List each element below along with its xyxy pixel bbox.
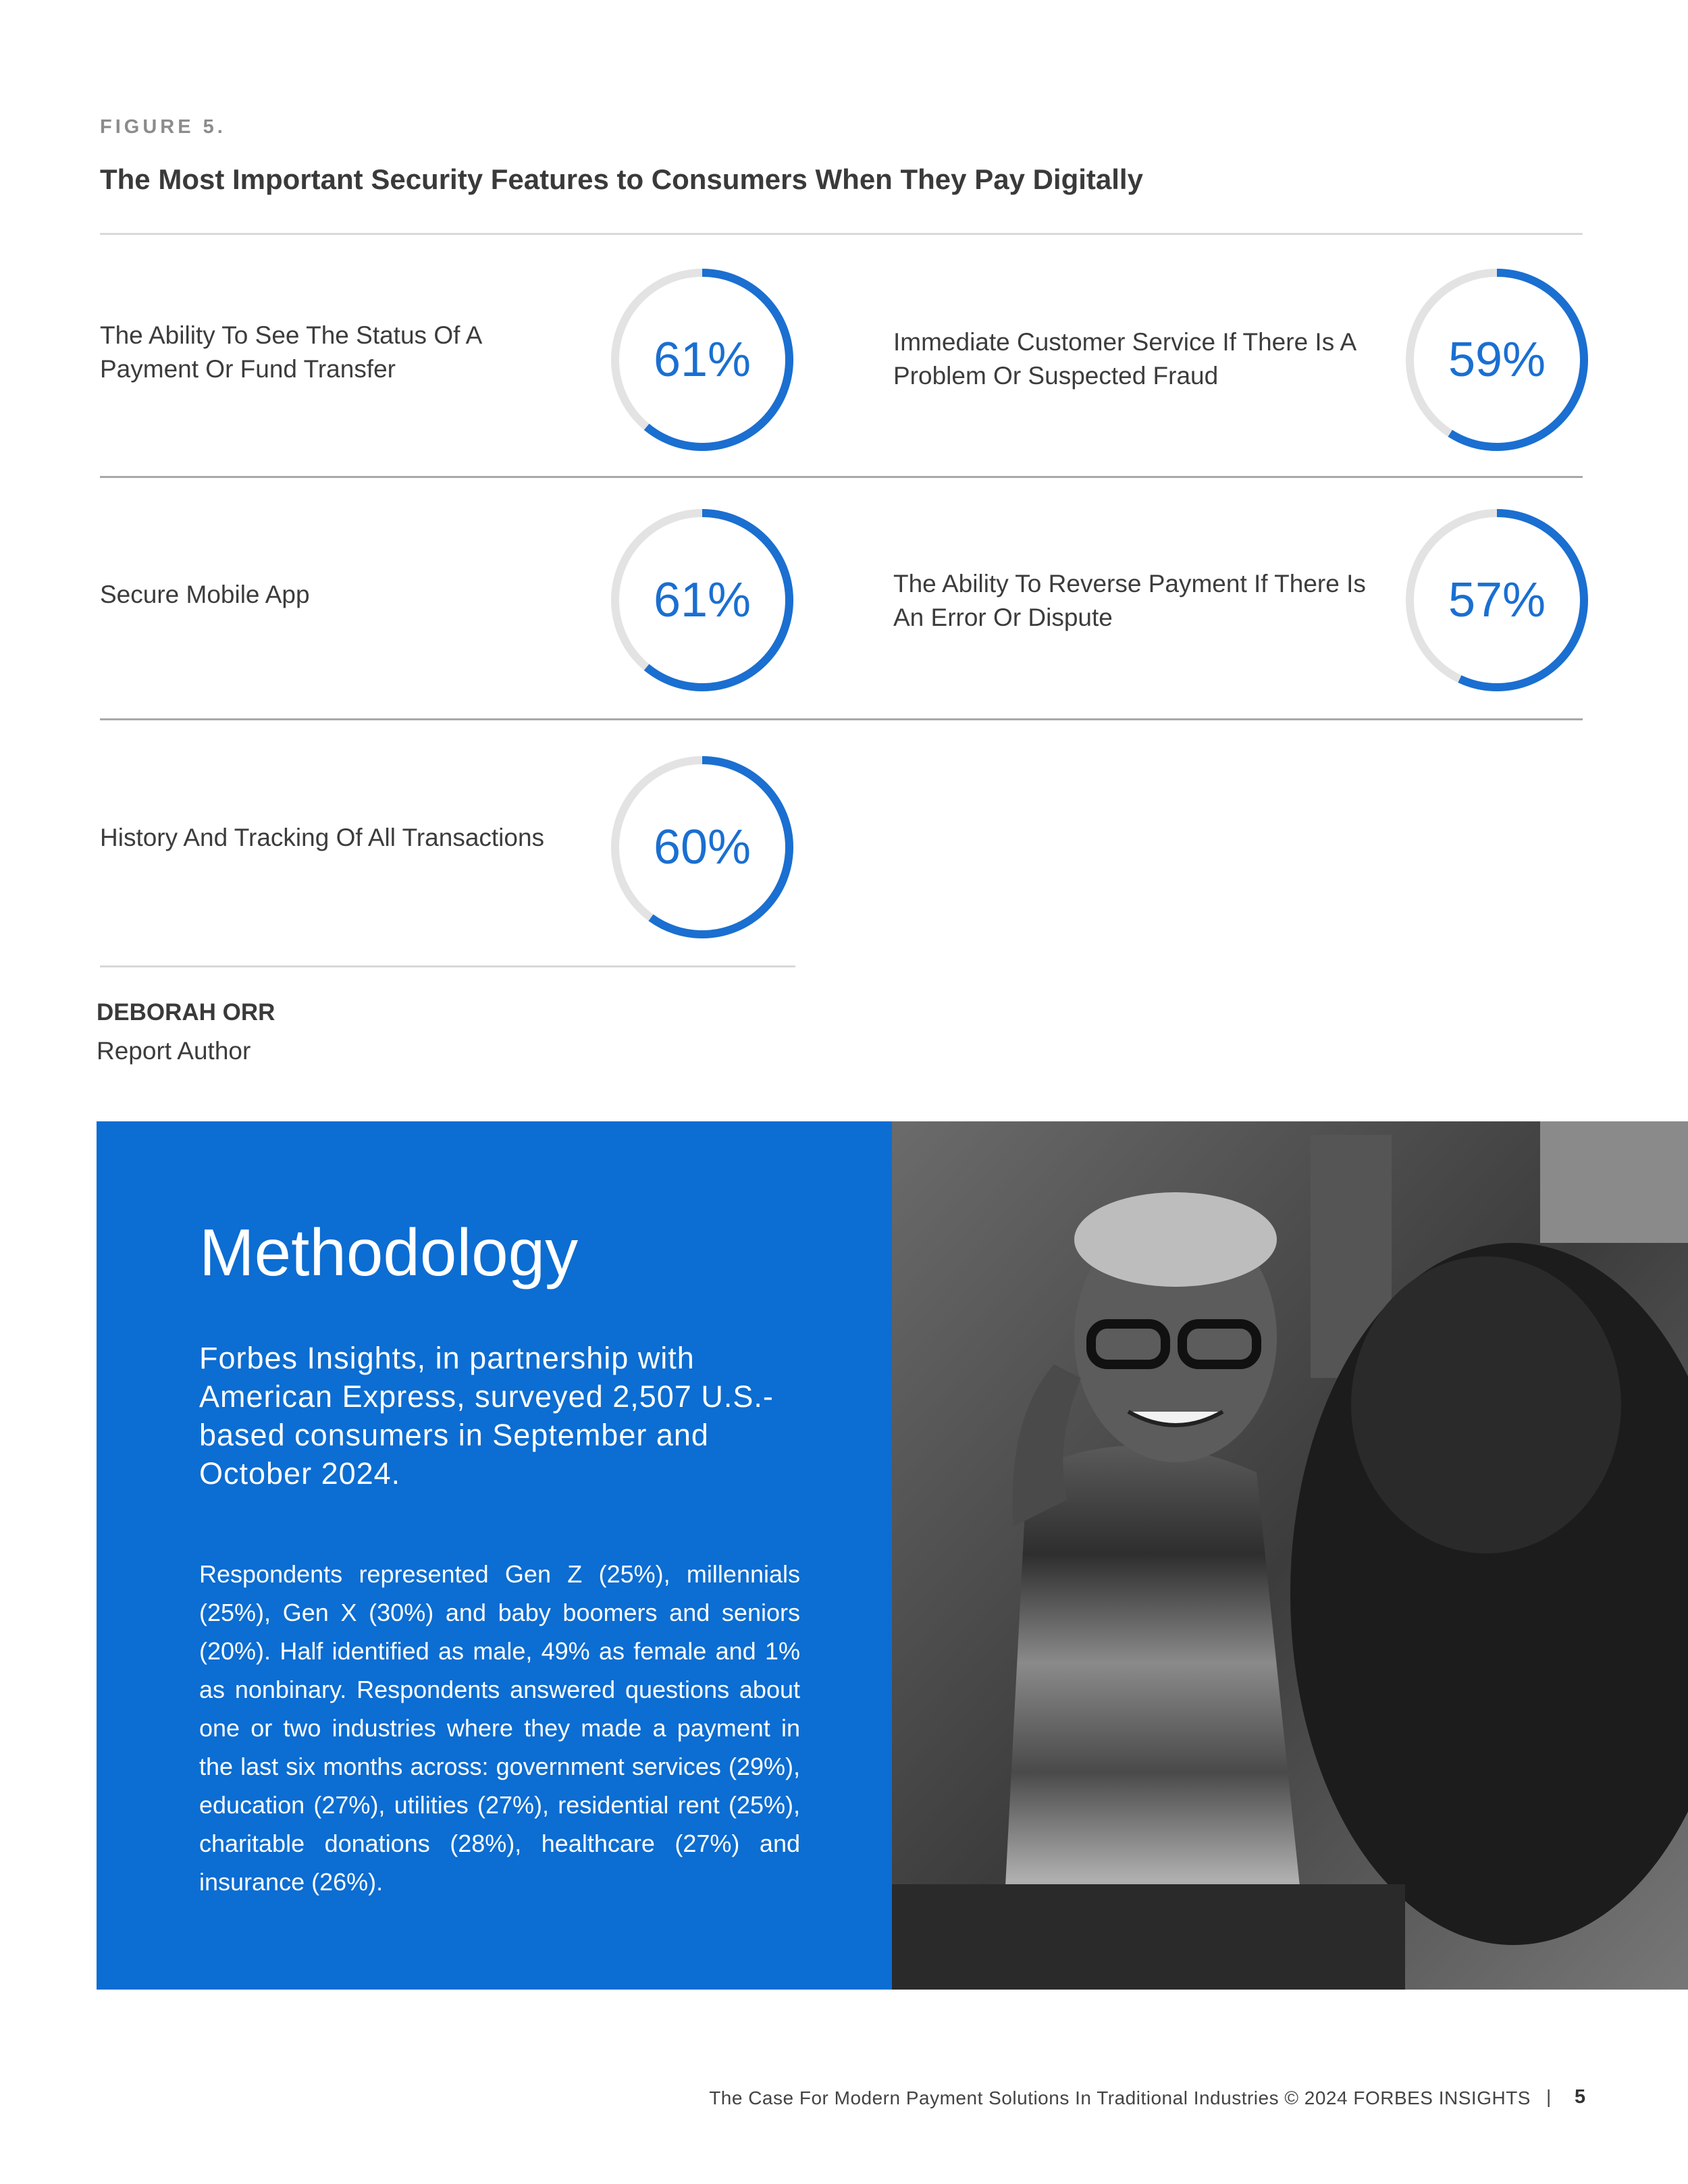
feature-label: Immediate Customer Service If There Is A Problem Or Suspected Fraud bbox=[893, 328, 1356, 390]
photo-illustration bbox=[892, 1121, 1688, 1990]
feature-label: The Ability To Reverse Payment If There Is An Error Or Dispute bbox=[893, 570, 1366, 631]
donut-chart bbox=[604, 749, 800, 945]
donut-chart bbox=[604, 262, 800, 458]
divider-top bbox=[100, 233, 1583, 235]
page-number: 5 bbox=[1575, 2086, 1586, 2108]
footer-separator: | bbox=[1546, 2086, 1552, 2107]
donut-value: 61% bbox=[653, 333, 751, 387]
figure-label: FIGURE 5. bbox=[100, 116, 226, 138]
divider-row3 bbox=[100, 965, 795, 967]
methodology-title: Methodology bbox=[199, 1215, 579, 1289]
donut-value: 57% bbox=[1448, 573, 1546, 627]
portrait-photo bbox=[892, 1121, 1688, 1990]
figure-title: The Most Important Security Features to Consumers When They Pay Digitally bbox=[100, 163, 1143, 195]
donut-chart bbox=[604, 502, 800, 698]
donut-chart bbox=[1399, 262, 1595, 458]
donut-chart bbox=[1399, 502, 1595, 698]
divider-row1 bbox=[100, 476, 1583, 478]
feature-label: Secure Mobile App bbox=[100, 581, 310, 608]
divider-row2 bbox=[100, 718, 1583, 720]
methodology-lead: Forbes Insights, in partnership with American Express, surveyed 2,507 U.S.-based consumers in September and October 2024. bbox=[199, 1341, 774, 1491]
methodology-panel bbox=[97, 1121, 892, 1990]
donut-value: 59% bbox=[1448, 333, 1546, 387]
feature-label: The Ability To See The Status Of A Payment Or Fund Transfer bbox=[100, 321, 481, 383]
donut-value: 61% bbox=[653, 573, 751, 627]
author-name: DEBORAH ORR bbox=[97, 999, 275, 1026]
footer-text: The Case For Modern Payment Solutions In Traditional Industries © 2024 FORBES INSIGHTS bbox=[709, 2087, 1531, 2108]
methodology-body: Respondents represented Gen Z (25%), millennials (25%), Gen X (30%) and baby boomers and seniors (20%). Half identified as male, 49% as female and 1% as nonbinary. Respondents answered questions about one or two industries where they made a payment in the last six months across: government services (29%), education (27%), utilities (27%), residential rent (25%), charitable donations (28%), healthcare (27%) and insurance (26%). bbox=[199, 1560, 800, 1896]
author-role: Report Author bbox=[97, 1037, 251, 1065]
donut-value: 60% bbox=[653, 820, 751, 874]
feature-label: History And Tracking Of All Transactions bbox=[100, 824, 545, 851]
